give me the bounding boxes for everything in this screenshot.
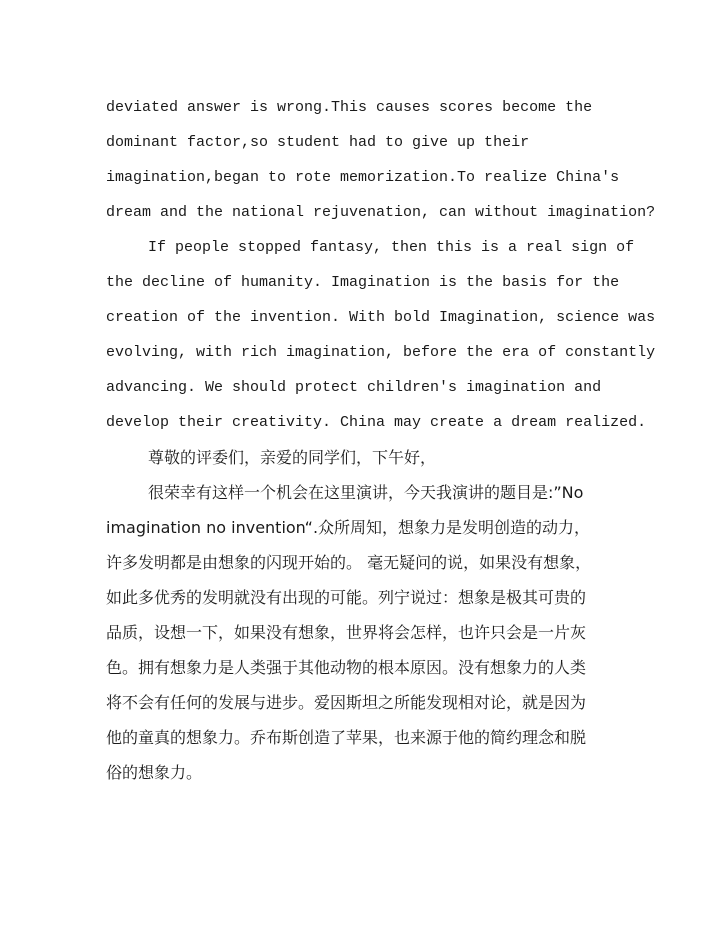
- text-line: 色。拥有想象力是人类强于其他动物的根本原因。没有想象力的人类: [106, 658, 587, 677]
- text-line: imagination no invention“.众所周知，想象力是发明创造的动力，: [106, 518, 591, 537]
- text-line: dream and the national rejuvenation, can without imagination?: [106, 204, 656, 221]
- greeting-line: 尊敬的评委们，亲爱的同学们，下午好，: [148, 448, 437, 467]
- text-line: 他的童真的想象力。乔布斯创造了苹果，也来源于他的简约理念和脱: [106, 728, 587, 747]
- text-line: develop their creativity. China may create a dream realized.: [106, 414, 647, 431]
- text-line: 俗的想象力。: [106, 763, 203, 782]
- text-line: creation of the invention. With bold Imagination, science was: [106, 309, 656, 326]
- text-line: 许多发明都是由想象的闪现开始的。 毫无疑问的说，如果没有想象，: [106, 553, 592, 572]
- text-line: advancing. We should protect children's imagination and: [106, 379, 602, 396]
- text-line: imagination,began to rote memorization.To realize China's: [106, 169, 620, 186]
- text-line: 品质，设想一下，如果没有想象，世界将会怎样，也许只会是一片灰: [106, 623, 587, 642]
- text-line: deviated answer is wrong.This causes scores become the: [106, 99, 593, 116]
- text-line: 如此多优秀的发明就没有出现的可能。列宁说过：想象是极其可贵的: [106, 588, 587, 607]
- text-line: evolving, with rich imagination, before the era of constantly: [106, 344, 656, 361]
- text-line: 将不会有任何的发展与进步。爱因斯坦之所能发现相对论，就是因为: [106, 693, 587, 712]
- text-line: 很荣幸有这样一个机会在这里演讲，今天我演讲的题目是:”No: [148, 483, 584, 502]
- text-line: If people stopped fantasy, then this is a real sign of: [148, 239, 635, 256]
- text-line: the decline of humanity. Imagination is the basis for the: [106, 274, 620, 291]
- text-line: dominant factor,so student had to give up their: [106, 134, 530, 151]
